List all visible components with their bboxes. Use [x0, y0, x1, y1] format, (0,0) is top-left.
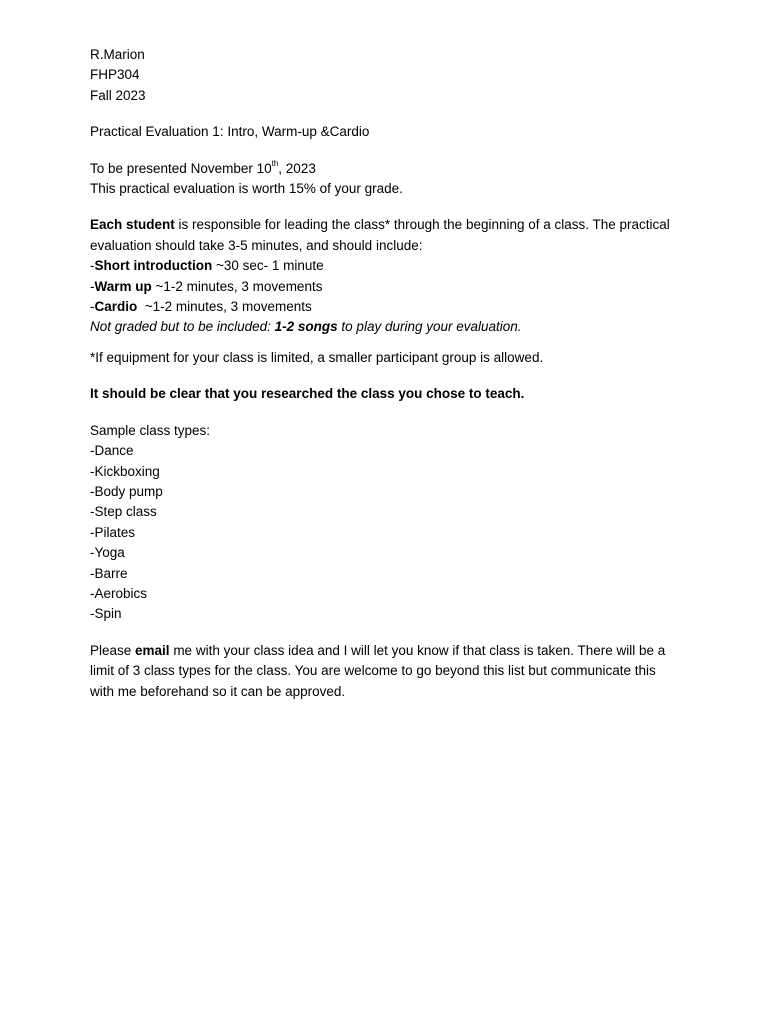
presentation-info: [90, 159, 690, 200]
list-item: -Aerobics: [90, 585, 148, 601]
list-item: -Yoga: [90, 545, 125, 561]
list-item: -Step class: [90, 504, 157, 520]
responsibility-rest: is responsible for leading the class* through the beginning of a class. The practical evaluation should take 3-5 minutes, and should include:: [90, 217, 670, 253]
equipment-note: *If equipment for your class is limited, a smaller participant group is allowed.: [90, 349, 544, 365]
requirements-block: [90, 215, 690, 337]
component-item: -Short introduction ~30 sec- 1 minute: [90, 258, 324, 274]
component-item: -Cardio ~1-2 minutes, 3 movements: [90, 299, 312, 315]
component-label: Warm up: [94, 278, 152, 294]
list-item: -Spin: [90, 606, 122, 622]
presentation-date-prefix: To be presented November 10: [90, 160, 272, 176]
sample-heading: Sample class types:: [90, 422, 211, 438]
list-item: -Body pump: [90, 483, 163, 499]
document-title: Practical Evaluation 1: Intro, Warm-up &Cardio: [90, 124, 370, 140]
component-item: -Warm up ~1-2 minutes, 3 movements: [90, 278, 323, 294]
class-types-list: [90, 441, 690, 625]
responsibility-text: [90, 215, 680, 256]
songs-note: Not graded but to be included: 1-2 songs to play during your evaluation.: [90, 319, 522, 335]
component-detail: ~30 sec- 1 minute: [212, 258, 324, 274]
presentation-date: [90, 159, 690, 179]
component-label: Short introduction: [94, 258, 213, 274]
component-label: Cardio: [94, 299, 138, 315]
list-item: -Kickboxing: [90, 463, 160, 479]
email-note: Please email me with your class idea and I will let you know if that class is taken. There will be a limit of 3 class types for the class. You are welcome to go beyond this list but communicate this with me beforehand so it can be approved.: [90, 642, 666, 699]
author-name: R.Marion: [90, 47, 145, 62]
presentation-date-year: , 2023: [278, 160, 316, 176]
songs-note-bold: 1-2 songs: [274, 319, 338, 335]
presentation-date-suffix: th: [271, 159, 279, 169]
component-detail: ~1-2 minutes, 3 movements: [137, 299, 312, 315]
term: Fall 2023: [90, 87, 146, 103]
grade-weight: This practical evaluation is worth 15% of your grade.: [90, 181, 403, 197]
course-code: FHP304: [90, 67, 140, 83]
component-detail: ~1-2 minutes, 3 movements: [151, 278, 323, 294]
header-block: [90, 45, 690, 106]
email-note-bold: email: [135, 642, 170, 658]
document-body: [90, 45, 690, 702]
responsibility-bold: Each student: [90, 217, 175, 233]
research-note: It should be clear that you researched the class you chose to teach.: [90, 386, 525, 402]
list-item: -Pilates: [90, 524, 136, 540]
list-item: -Dance: [90, 443, 134, 459]
list-item: -Barre: [90, 565, 128, 581]
